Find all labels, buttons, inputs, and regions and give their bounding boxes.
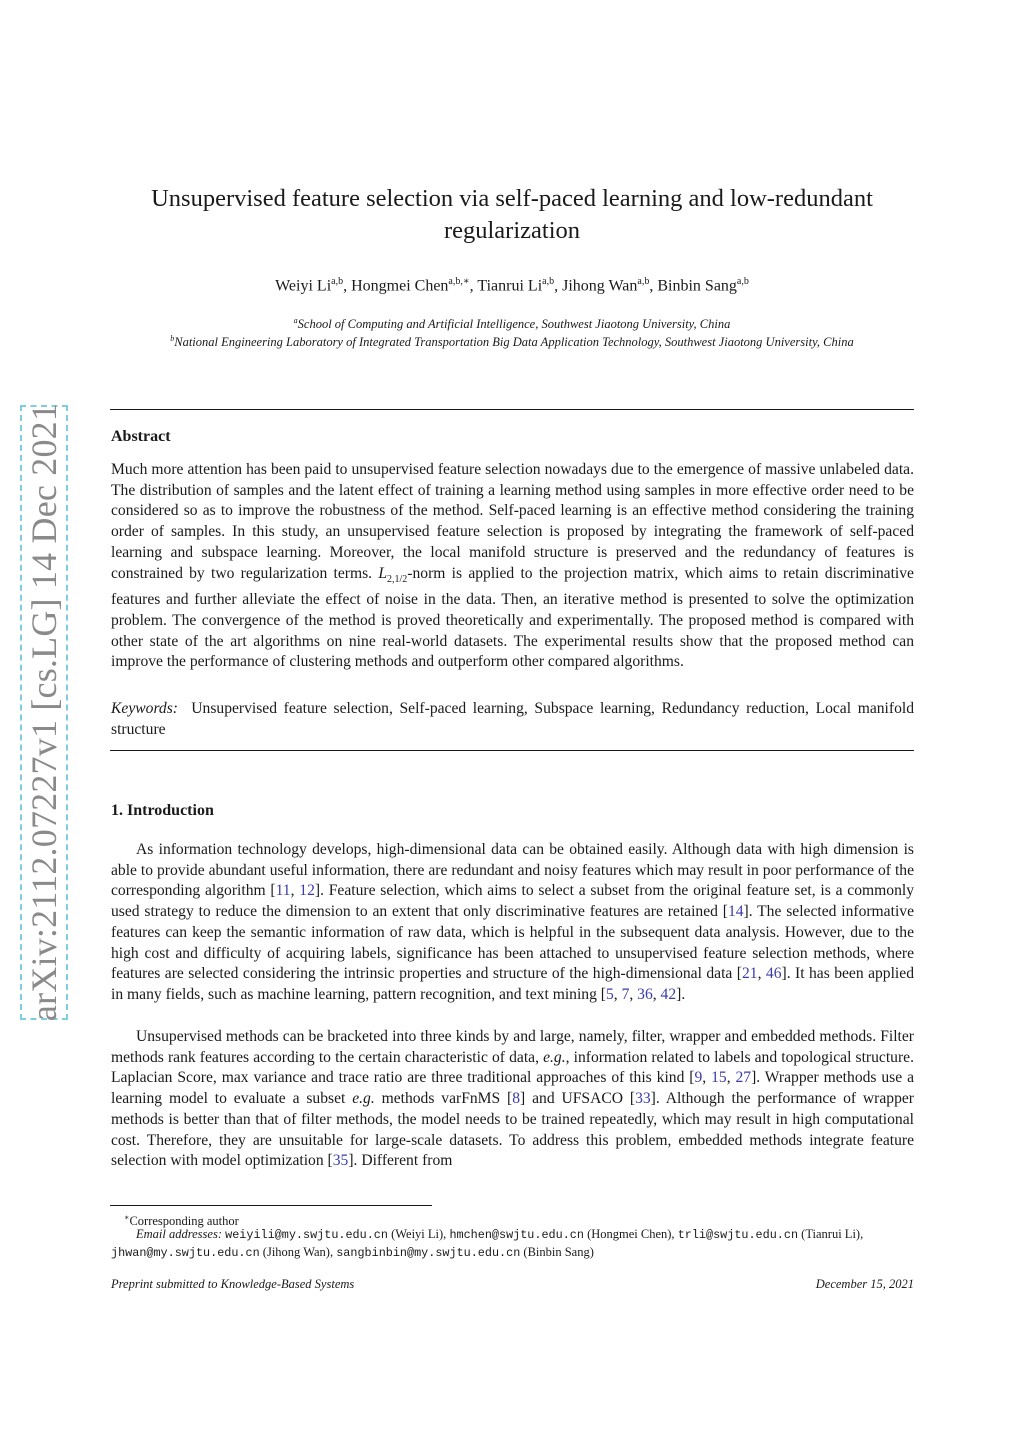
keywords-text: Unsupervised feature selection, Self-paced learning, Subspace learning, Redundancy reduction, Local manifold structure — [111, 700, 914, 738]
citation-link[interactable]: 42 — [660, 985, 677, 1003]
citation-link[interactable]: 9 — [694, 1069, 703, 1087]
abstract-text-part-1: Much more attention has been paid to unsupervised feature selection nowadays due to the emergence of massive unlabeled data. The distribution of samples and the latent effect of training a learning method using samples in more effective order need to be considered so as to improve the robustness of the method. Self-paced learning is an effective method considering the training order of samples. In this study, an unsupervised feature selection is proposed by integrating the framework of self-paced learning and subspace learning. Moreover, the local manifold structure is preserved and the redundancy of features is constrained by two regularization terms. — [111, 461, 914, 582]
abstract-text-part-2: -norm is applied to the projection matrix, which aims to retain discriminative features and further alleviate the effect of noise in the data. Then, an iterative method is presented to solve the optimization problem. The convergence of the method is proved theoretically and experimentally. The proposed method is compared with other state of the art algorithms on nine real-world datasets. The experimental results show that the proposed method can improve the performance of clustering methods and outperform other compared algorithms. — [111, 564, 914, 671]
citation-link[interactable]: 7 — [621, 985, 630, 1003]
citation-link[interactable]: 5 — [605, 985, 614, 1003]
footnote-corresponding-text: Corresponding author — [129, 1214, 239, 1229]
email-address[interactable]: hmchen@swjtu.edu.cn — [449, 1228, 584, 1242]
affiliation-b — [60, 334, 964, 350]
email-owner: (Hongmei Chen), — [587, 1227, 678, 1241]
introduction-heading: 1. Introduction — [111, 802, 214, 819]
intro-paragraph-1: As information technology develops, high-dimensional data can be obtained easily. Although data with high dimension is able to provide abundant useful information, there are redundant and noisy features which may result in poor performance of the corresponding algorithm [11, 12]. Feature selection, which aims to select a subset from the original feature set, is a commonly used strategy to reduce the dimension to an extent that only discriminative features are retained [14]. The selected informative features can keep the semantic information of raw data, which is helpful in the subsequent data analysis. However, due to the high cost and difficulty of acquiring labels, significance has been attached to unsupervised feature selection methods, where features are selected considering the intrinsic properties and structure of the high-dimensional data [21, 46]. It has been applied in many fields, such as machine learning, pattern recognition, and text mining [5, 7, 36, 42]. — [111, 841, 914, 1003]
footnote-rule — [110, 1205, 432, 1206]
footer-date: December 15, 2021 — [815, 1277, 914, 1291]
author-name: Jihong Wan — [562, 277, 638, 295]
keywords-label: Keywords: — [111, 700, 178, 717]
citation-link[interactable]: 27 — [735, 1069, 752, 1087]
author-affiliation-mark: a,b — [637, 276, 650, 287]
citation-link[interactable]: 12 — [299, 882, 315, 900]
footnote-mark: ∗ — [124, 1213, 130, 1222]
email-address[interactable]: sangbinbin@my.swjtu.edu.cn — [336, 1246, 521, 1260]
author-name: Weiyi Li — [275, 277, 332, 295]
email-label: Email addresses: — [136, 1227, 222, 1241]
author-name: Hongmei Chen — [351, 277, 449, 295]
email-owner: (Jihong Wan), — [262, 1245, 337, 1259]
intro-paragraph-2: Unsupervised methods can be bracketed into three kinds by and large, namely, filter, wrapper and embedded methods. Filter methods rank features according to the certain characteristic of data, e.g., information related to labels and topological structure. Laplacian Score, max variance and trace ratio are three traditional approaches of this kind [9, 15, 27]. Wrapper methods use a learning model to evaluate a subset e.g. methods varFnMS [8] and UFSACO [33]. Although the performance of wrapper methods is better than that of filter methods, the model needs to be trained repeatedly, which may result in high computational cost. Therefore, they are unsuitable for large-scale datasets. To address this problem, embedded methods integrate feature selection with model optimization [35]. Different from — [111, 1028, 915, 1170]
author-affiliation-mark: a,b — [331, 276, 344, 287]
citation-link[interactable]: 8 — [512, 1090, 521, 1108]
citation-link[interactable]: 46 — [765, 965, 782, 983]
affiliation-text: National Engineering Laboratory of Integrated Transportation Big Data Application Technology, Southwest Jiaotong University, China — [174, 335, 854, 350]
footnote-email-addresses — [111, 1226, 914, 1262]
author-affiliation-mark: a,b — [736, 276, 749, 287]
author-affiliation-mark: a,b,∗ — [448, 276, 470, 287]
norm-symbol: L — [378, 564, 387, 582]
affiliation-a — [60, 316, 964, 332]
affiliation-mark: a — [293, 316, 298, 325]
email-address[interactable]: trli@swjtu.edu.cn — [677, 1228, 799, 1242]
affiliation-mark: b — [170, 334, 175, 343]
title-line-2: regularization — [443, 217, 581, 244]
citation-link[interactable]: 15 — [711, 1069, 727, 1087]
author-name: Tianrui Li — [477, 277, 543, 295]
email-address[interactable]: weiyili@my.swjtu.edu.cn — [225, 1228, 388, 1242]
email-owner: (Binbin Sang) — [523, 1245, 594, 1259]
citation-link[interactable]: 14 — [727, 903, 744, 921]
author-list: Weiyi Li$^{a,b}$, Hongmei Chen$^{a,b,∗}$, Tianrui Li$^{a,b}$, Jihong Wan$^{a,b}$, Binbin Sang$^{a,b}$ — [275, 276, 749, 295]
italic-text: e.g. — [543, 1048, 566, 1066]
citation-link[interactable]: 11 — [275, 882, 291, 900]
abstract-body — [111, 460, 914, 673]
citation-link[interactable]: 35 — [332, 1152, 349, 1170]
email-owner: (Tianrui Li), — [801, 1227, 864, 1241]
keywords — [111, 699, 914, 740]
italic-text: e.g. — [352, 1090, 375, 1108]
title-line-1: Unsupervised feature selection via self-paced learning and low-redundant — [151, 185, 873, 212]
citation-link[interactable]: 33 — [635, 1090, 651, 1108]
norm-subscript: 2,1/2 — [387, 573, 408, 585]
author-name: Binbin Sang — [657, 277, 737, 295]
affiliation-text: School of Computing and Artificial Intelligence, Southwest Jiaotong University, China — [297, 317, 731, 332]
citation-link[interactable]: 21 — [741, 965, 758, 983]
citation-link[interactable]: 36 — [637, 985, 653, 1003]
arxiv-stamp-text: arXiv:2112.07227v1 [cs.LG] 14 Dec 2021 — [24, 402, 64, 1022]
abstract-bottom-rule — [110, 750, 914, 751]
paper-title — [110, 183, 914, 247]
email-address[interactable]: jhwan@my.swjtu.edu.cn — [111, 1246, 260, 1260]
email-owner: (Weiyi Li), — [391, 1227, 450, 1241]
abstract-top-rule — [110, 409, 914, 410]
abstract-heading: Abstract — [111, 428, 171, 445]
footer-submission: Preprint submitted to Knowledge-Based Systems — [111, 1277, 355, 1291]
author-affiliation-mark: a,b — [542, 276, 555, 287]
